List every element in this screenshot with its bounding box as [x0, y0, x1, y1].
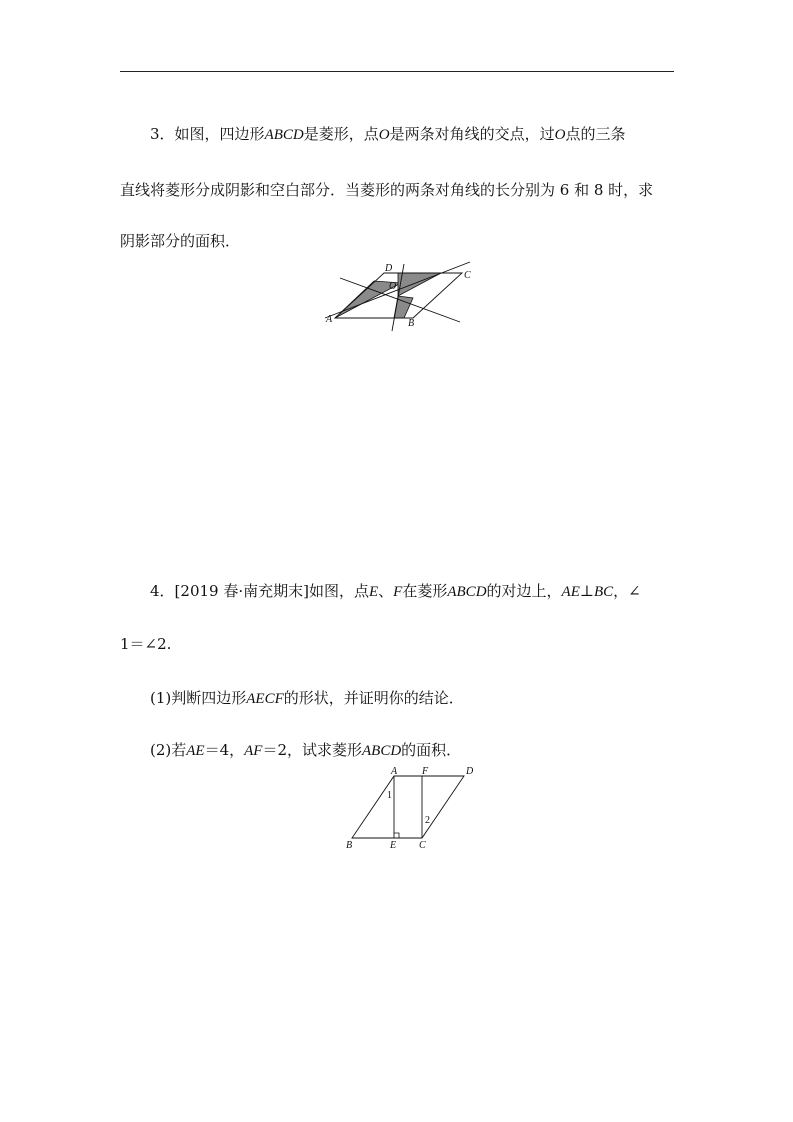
label-b: B	[408, 318, 415, 329]
rhombus-abcd-2	[352, 776, 464, 838]
label-a-2: A	[391, 766, 398, 777]
right-angle-mark	[394, 833, 399, 838]
label-b-2: B	[346, 840, 353, 851]
problem4-line1: 4．[2019 春·南充期末]如图，点E、F在菱形ABCD的对边上，AE⊥BC，∠	[150, 582, 641, 600]
label-c: C	[464, 270, 471, 281]
problem3-line3: 阴影部分的面积．	[120, 232, 241, 250]
problem4-sub1: (1)判断四边形AECF的形状，并证明你的结论．	[150, 689, 464, 707]
label-o: O	[389, 281, 397, 292]
problem3-line2: 直线将菱形分成阴影和空白部分．当菱形的两条对角线的长分别为 6 和 8 时，求	[120, 181, 654, 199]
problem4-line2: 1＝∠2.	[120, 635, 172, 653]
angle-2-label: 2	[425, 815, 430, 826]
label-c-2: C	[419, 840, 426, 851]
shaded-region-2	[398, 273, 441, 296]
label-e: E	[390, 840, 397, 851]
label-a: A	[326, 314, 333, 325]
label-d: D	[385, 263, 393, 274]
label-d-2: D	[466, 766, 474, 777]
label-f: F	[422, 766, 429, 777]
problem4-sub2: (2)若AE＝4，AF＝2，试求菱形ABCD的面积．	[150, 741, 462, 759]
angle-1-label: 1	[387, 790, 392, 801]
problem3-line1: 3．如图，四边形ABCD是菱形，点O是两条对角线的交点，过O点的三条	[150, 125, 626, 143]
